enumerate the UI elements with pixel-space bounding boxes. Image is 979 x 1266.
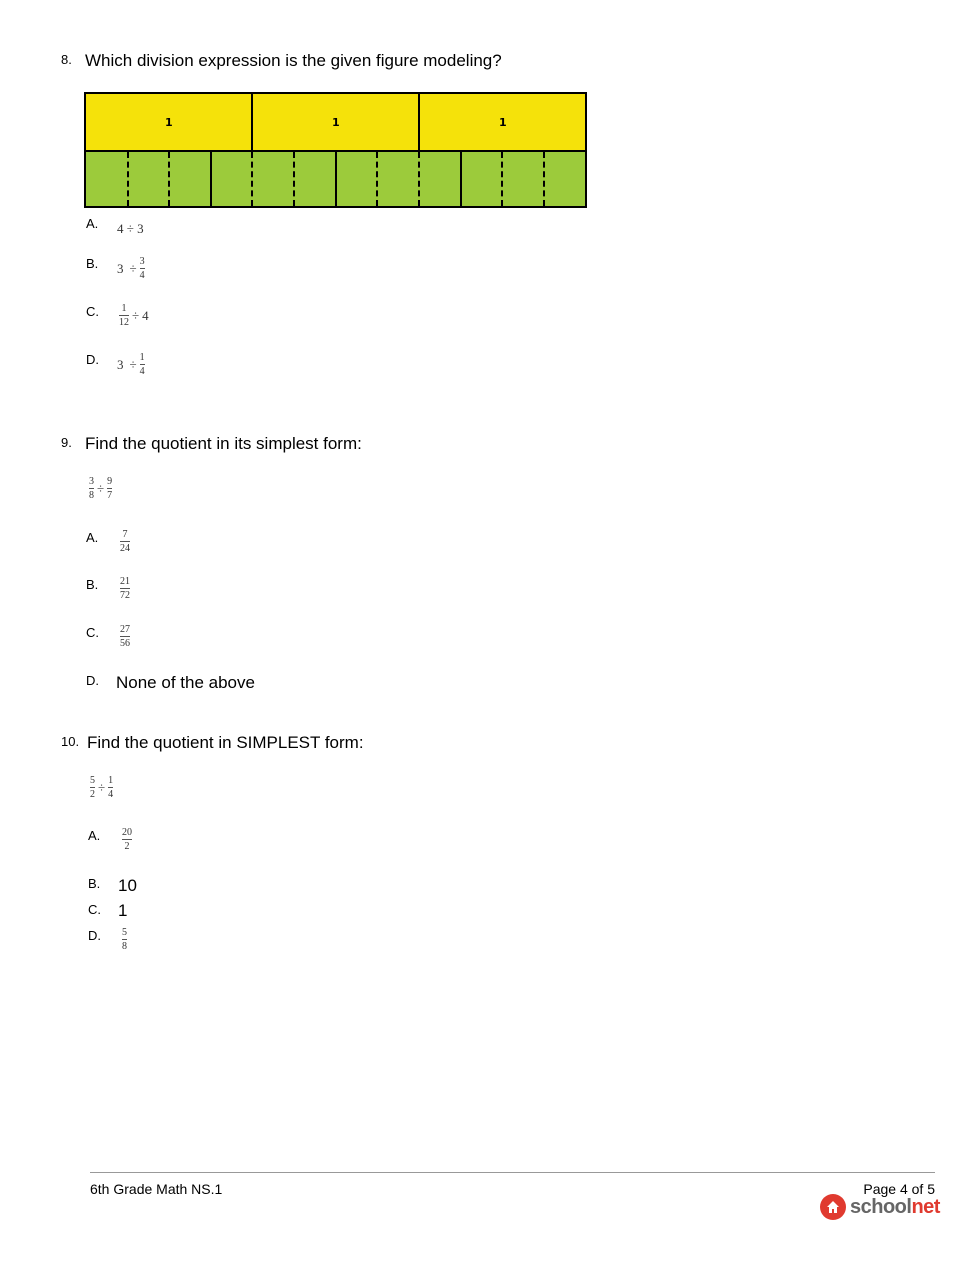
fraction bbox=[122, 927, 127, 952]
numerator: 1 bbox=[121, 303, 127, 314]
option-letter: C. bbox=[86, 625, 99, 640]
question-text: Find the quotient in SIMPLEST form: bbox=[87, 733, 364, 752]
whole-label: 1 bbox=[499, 116, 507, 129]
numerator: 3 bbox=[89, 476, 94, 487]
part-divider bbox=[168, 152, 170, 206]
question-text: Which division expression is the given figure modeling? bbox=[85, 51, 502, 70]
question-number: 8. bbox=[61, 52, 72, 67]
part-divider bbox=[418, 152, 420, 206]
denominator: 7 bbox=[107, 490, 113, 501]
divider bbox=[418, 94, 420, 150]
fraction bbox=[120, 624, 130, 649]
option-b-answer[interactable]: 10 bbox=[118, 876, 137, 895]
option-letter: A. bbox=[86, 530, 99, 545]
question-text: Find the quotient in its simplest form: bbox=[85, 434, 362, 453]
option-letter: B. bbox=[86, 577, 99, 592]
fraction bbox=[90, 775, 95, 800]
operand: 3 bbox=[117, 356, 124, 372]
option-c-expression[interactable] bbox=[119, 303, 152, 328]
schoolnet-logo bbox=[820, 1194, 940, 1220]
fraction bbox=[140, 352, 145, 377]
fraction bbox=[119, 303, 129, 328]
option-c-answer[interactable]: 1 bbox=[118, 901, 128, 920]
fraction bbox=[89, 476, 94, 501]
group-divider bbox=[460, 152, 462, 206]
whole-label: 1 bbox=[332, 116, 340, 129]
footer-divider bbox=[90, 1172, 935, 1173]
logo-text-net: net bbox=[911, 1195, 940, 1218]
fraction bbox=[120, 576, 130, 601]
part-divider bbox=[127, 152, 129, 206]
fraction bbox=[140, 256, 145, 281]
fraction-bar-figure bbox=[84, 92, 587, 208]
denominator: 4 bbox=[108, 789, 114, 800]
problem-expression bbox=[90, 775, 113, 800]
divide-sign: ÷ bbox=[129, 260, 137, 276]
operand: 3 bbox=[117, 260, 124, 276]
group-divider bbox=[335, 152, 337, 206]
divider bbox=[251, 94, 253, 150]
option-letter: C. bbox=[86, 304, 99, 319]
fraction bbox=[122, 827, 132, 852]
denominator: 4 bbox=[139, 270, 145, 281]
denominator: 12 bbox=[119, 317, 129, 328]
numerator: 5 bbox=[90, 775, 95, 786]
fraction bbox=[107, 476, 112, 501]
option-letter: B. bbox=[86, 256, 99, 271]
numerator: 27 bbox=[120, 624, 130, 635]
option-a-answer[interactable] bbox=[120, 529, 130, 554]
fraction bbox=[108, 775, 113, 800]
logo-text-school: school bbox=[850, 1195, 912, 1218]
question-number: 9. bbox=[61, 435, 72, 450]
numerator: 20 bbox=[122, 827, 132, 838]
part-divider bbox=[293, 152, 295, 206]
denominator: 24 bbox=[120, 543, 130, 554]
operand: 4 bbox=[142, 307, 149, 323]
denominator: 8 bbox=[122, 941, 127, 952]
denominator: 8 bbox=[89, 490, 94, 501]
denominator: 2 bbox=[124, 841, 130, 852]
whole-label: 1 bbox=[165, 116, 173, 129]
part-divider bbox=[251, 152, 253, 206]
option-a-answer[interactable] bbox=[122, 827, 132, 852]
numerator: 1 bbox=[108, 775, 114, 786]
part-divider bbox=[376, 152, 378, 206]
house-icon bbox=[820, 1194, 846, 1220]
option-letter: B. bbox=[88, 876, 101, 891]
option-letter: D. bbox=[86, 673, 99, 688]
denominator: 72 bbox=[120, 590, 130, 601]
whole-row bbox=[86, 94, 585, 152]
question-number: 10. bbox=[61, 734, 80, 749]
option-b-answer[interactable] bbox=[120, 576, 130, 601]
numerator: 9 bbox=[107, 476, 113, 487]
numerator: 3 bbox=[139, 256, 145, 267]
numerator: 1 bbox=[139, 352, 145, 363]
group-divider bbox=[210, 152, 212, 206]
denominator: 56 bbox=[120, 638, 130, 649]
numerator: 5 bbox=[122, 927, 127, 938]
divide-sign: ÷ bbox=[132, 307, 140, 323]
option-d-answer[interactable] bbox=[122, 927, 127, 952]
option-b-expression[interactable] bbox=[117, 256, 145, 281]
numerator: 21 bbox=[120, 576, 130, 587]
problem-expression bbox=[89, 476, 112, 501]
denominator: 2 bbox=[90, 789, 95, 800]
fraction bbox=[120, 529, 130, 554]
option-letter: A. bbox=[86, 216, 99, 231]
option-letter: D. bbox=[88, 928, 101, 943]
parts-row bbox=[86, 152, 585, 206]
divide-sign: ÷ bbox=[97, 480, 105, 496]
page-number: Page 4 of 5 bbox=[863, 1181, 935, 1197]
option-letter: A. bbox=[88, 828, 101, 843]
part-divider bbox=[543, 152, 545, 206]
option-letter: D. bbox=[86, 352, 99, 367]
option-a-expression[interactable]: 4 ÷ 3 bbox=[117, 221, 144, 236]
divide-sign: ÷ bbox=[98, 779, 106, 795]
divide-sign: ÷ bbox=[129, 356, 137, 372]
footer-title: 6th Grade Math NS.1 bbox=[90, 1181, 223, 1197]
option-d-answer[interactable]: None of the above bbox=[116, 673, 255, 692]
option-letter: C. bbox=[88, 902, 101, 917]
denominator: 4 bbox=[139, 366, 145, 377]
option-c-answer[interactable] bbox=[120, 624, 130, 649]
part-divider bbox=[501, 152, 503, 206]
numerator: 7 bbox=[122, 529, 128, 540]
option-d-expression[interactable] bbox=[117, 352, 145, 377]
